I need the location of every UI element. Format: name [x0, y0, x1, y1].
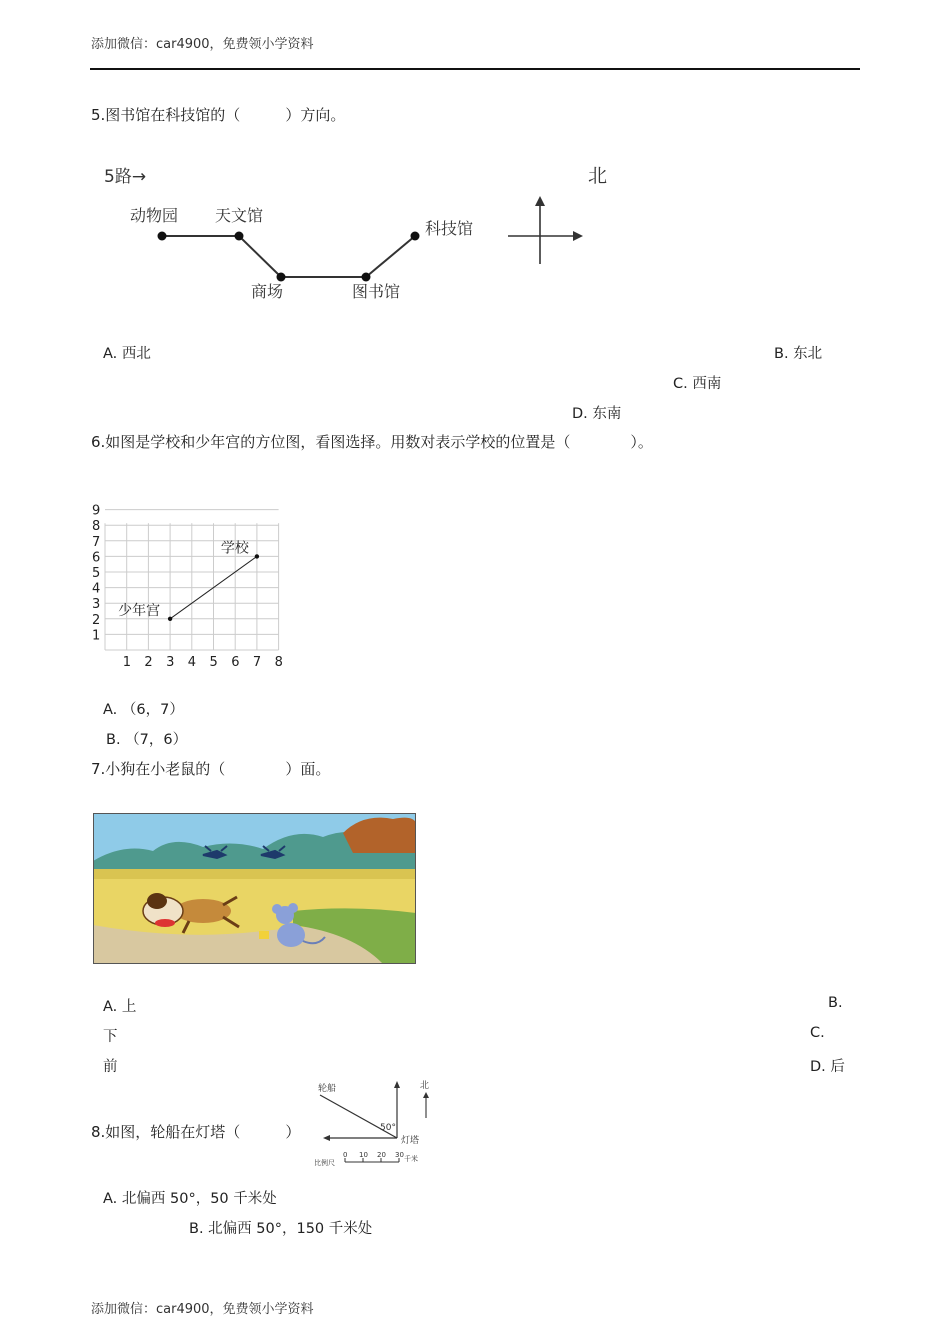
science-museum-point [411, 232, 420, 241]
lighthouse-label: 灯塔 [401, 1136, 420, 1146]
place-library: 图书馆 [352, 282, 401, 301]
observatory-point [235, 232, 244, 241]
x-tick-label: 1 [122, 655, 131, 670]
y-tick-label: 4 [92, 581, 101, 597]
q5-route-map [96, 155, 626, 315]
x-tick-label: 4 [187, 655, 197, 670]
q6-option-b[interactable]: B. （7，6） [106, 732, 188, 748]
y-tick-label: 1 [92, 628, 101, 644]
q7-option-b-continued: 下 [103, 1029, 118, 1045]
grid-point [168, 617, 172, 621]
question-5-stem: 5.图书馆在科技馆的（ ）方向。 [91, 106, 346, 124]
x-tick-label: 8 [274, 655, 283, 670]
north-label: 北 [588, 165, 608, 187]
question-7-stem: 7.小狗在小老鼠的（ ）面。 [91, 760, 331, 778]
scale-label: 比例尺 [314, 1159, 335, 1167]
x-tick-label: 7 [252, 655, 262, 670]
place-zoo: 动物园 [130, 206, 179, 225]
q5-option-a[interactable]: A. 西北 [103, 346, 151, 362]
grid-point [255, 554, 259, 558]
place-mall: 商场 [251, 282, 284, 301]
y-tick-label: 9 [92, 503, 101, 519]
page-header: 添加微信：car4900，免费领小学资料 [91, 37, 314, 52]
route-label: 5路→ [104, 167, 147, 187]
point-label-school: 学校 [220, 540, 249, 557]
x-tick-label: 6 [231, 655, 240, 670]
north-label-q8: 北 [420, 1081, 430, 1091]
y-tick-label: 3 [92, 597, 101, 613]
mall-point [277, 273, 286, 282]
q7-option-c-continued: 前 [103, 1059, 118, 1075]
y-tick-label: 8 [92, 519, 101, 535]
x-tick-label: 2 [144, 655, 153, 670]
scale-tick-30: 30 [395, 1151, 404, 1159]
page-footer: 添加微信：car4900，免费领小学资料 [91, 1302, 314, 1317]
q8-option-a[interactable]: A. 北偏西 50°，50 千米处 [103, 1191, 277, 1207]
place-science-museum: 科技馆 [425, 219, 474, 238]
q6-option-a[interactable]: A. （6，7） [103, 702, 184, 718]
question-6-stem: 6.如图是学校和少年宫的方位图，看图选择。用数对表示学校的位置是（ ）。 [91, 433, 653, 451]
q7-option-d[interactable]: D. 后 [810, 1059, 845, 1075]
x-tick-label: 5 [209, 655, 218, 670]
angle-label: 50° [380, 1123, 396, 1133]
point-label-youth-palace: 少年宫 [118, 602, 161, 619]
q7-option-b[interactable]: B. [828, 995, 843, 1011]
y-tick-label: 7 [92, 534, 101, 550]
scale-tick-10: 10 [359, 1151, 368, 1159]
q7-option-a[interactable]: A. 上 [103, 999, 137, 1015]
scale-tick-0: 0 [343, 1151, 348, 1159]
y-tick-label: 6 [92, 550, 101, 566]
x-tick-label: 3 [166, 655, 175, 670]
q8-bearing-diagram [310, 1078, 435, 1170]
place-observatory: 天文馆 [215, 206, 264, 225]
library-point [362, 273, 371, 282]
y-tick-label: 5 [92, 566, 101, 581]
question-8-stem: 8.如图，轮船在灯塔（ ） [91, 1123, 301, 1141]
scale-tick-20: 20 [377, 1151, 386, 1159]
q8-option-b[interactable]: B. 北偏西 50°，150 千米处 [189, 1221, 373, 1237]
ship-label: 轮船 [318, 1084, 337, 1094]
y-tick-label: 2 [92, 612, 101, 628]
q6-coordinate-grid [88, 487, 288, 672]
q7-option-c[interactable]: C. [810, 1025, 825, 1041]
zoo-point [158, 232, 167, 241]
header-divider [90, 68, 860, 70]
q5-option-c[interactable]: C. 西南 [673, 376, 722, 392]
q5-option-b[interactable]: B. 东北 [774, 346, 823, 362]
scale-unit: 千米 [404, 1155, 418, 1163]
q5-option-d[interactable]: D. 东南 [572, 406, 622, 422]
dog-and-mouse-illustration [93, 813, 416, 964]
